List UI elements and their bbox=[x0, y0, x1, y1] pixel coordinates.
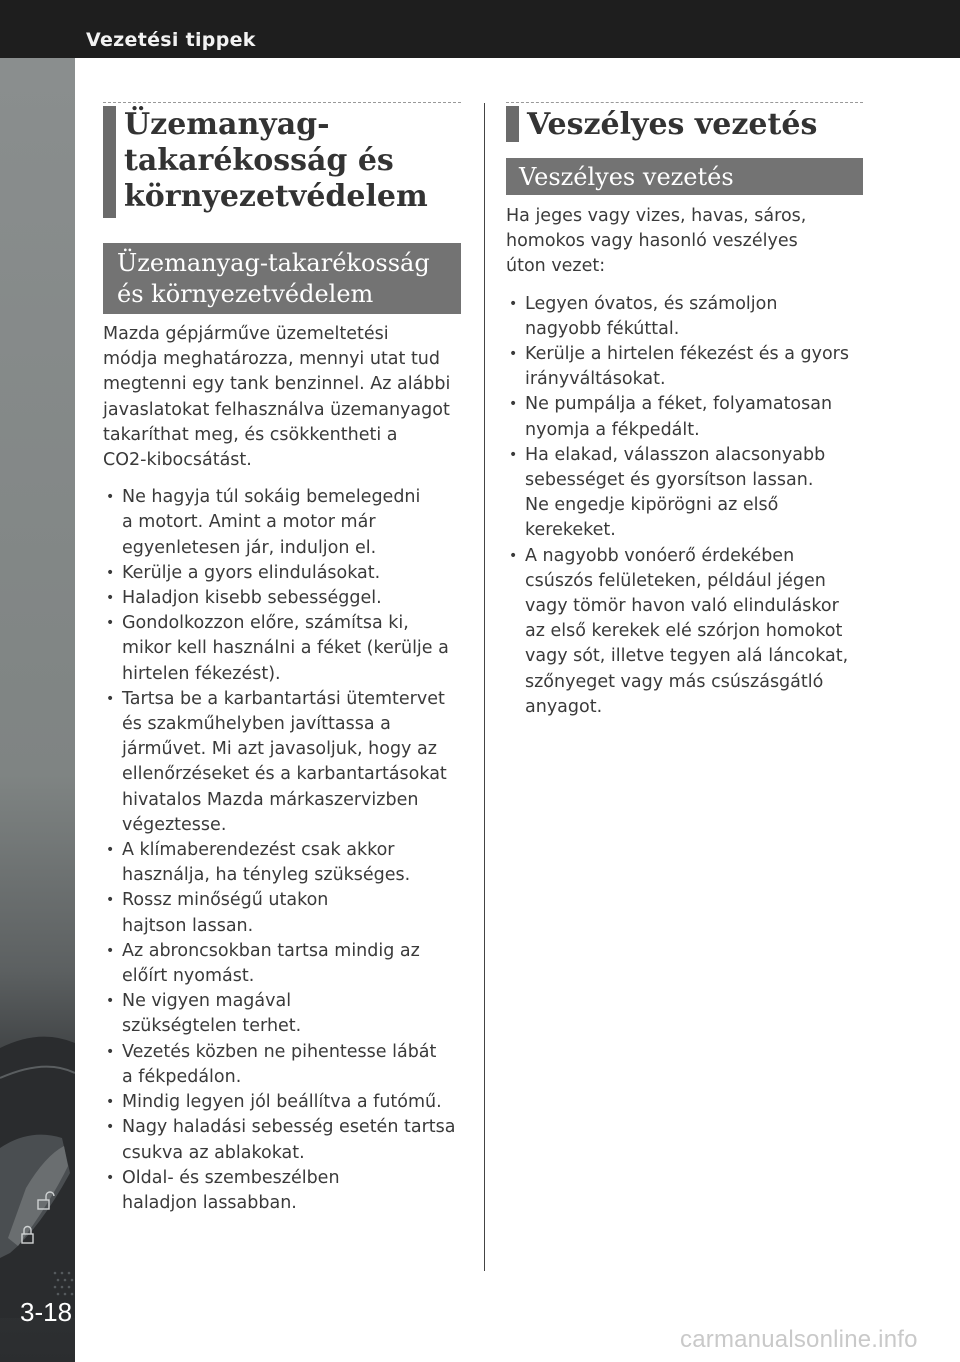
text-line: anyagot. bbox=[525, 696, 603, 717]
list-item bbox=[506, 392, 863, 442]
list-item bbox=[103, 1090, 461, 1115]
text-line: és szakműhelyben javíttassa a bbox=[122, 714, 391, 735]
section-title-line: Üzemanyag- bbox=[124, 107, 330, 142]
text-line: irányváltásokat. bbox=[525, 369, 666, 390]
intro-paragraph bbox=[506, 204, 863, 280]
text-line: homokos vagy hasonló veszélyes bbox=[506, 231, 798, 252]
text-line: Mazda gépjárműve üzemeltetési bbox=[103, 324, 389, 344]
right-column bbox=[506, 102, 863, 720]
text-line: • Vezetés közben ne pihentesse lábát bbox=[122, 1041, 437, 1062]
text-line: javaslatokat felhasználva üzemanyagot bbox=[103, 399, 450, 420]
list-item bbox=[506, 443, 863, 544]
text-line: a fékpedálon. bbox=[122, 1066, 242, 1087]
text-line: szükségtelen terhet. bbox=[122, 1016, 302, 1037]
list-item bbox=[103, 586, 461, 611]
text-line: hirtelen fékezést). bbox=[122, 663, 281, 684]
section-title-line: környezetvédelem bbox=[124, 179, 428, 214]
text-line: egyenletesen jár, induljon el. bbox=[122, 537, 377, 558]
text-line: • Ne pumpálja a féket, folyamatosan bbox=[525, 394, 833, 415]
header-bar bbox=[0, 0, 960, 58]
text-line: nagyobb fékúttal. bbox=[525, 318, 680, 339]
tips-list bbox=[103, 485, 461, 1216]
text-line: Ne engedje kipörögni az első bbox=[525, 495, 779, 516]
chapter-title: Vezetési tippek bbox=[86, 29, 256, 51]
sidebar-strip bbox=[0, 58, 75, 1362]
text-line: mikor kell használni a féket (kerülje a bbox=[122, 638, 449, 659]
list-item bbox=[103, 1040, 461, 1090]
text-line: járművet. Mi azt javasoljuk, hogy az bbox=[122, 739, 437, 760]
subsection-title-line: Veszélyes vezetés bbox=[519, 163, 734, 191]
text-line: • Rossz minőségű utakon bbox=[122, 890, 329, 911]
text-line: • Ne hagyja túl sokáig bemelegedni bbox=[122, 487, 421, 508]
section-title-dangerous-driving bbox=[506, 102, 863, 142]
list-item bbox=[103, 687, 461, 838]
text-line: megtenni egy tank benzinnel. Az alábbi bbox=[103, 374, 451, 395]
subsection-title-fuel bbox=[103, 243, 461, 314]
subsection-title-line: Üzemanyag-takarékosság bbox=[117, 249, 430, 277]
section-title-fuel bbox=[103, 102, 461, 218]
text-line: nyomja a fékpedált. bbox=[525, 419, 700, 440]
list-item bbox=[506, 342, 863, 392]
text-line: a motort. Amint a motor már bbox=[122, 512, 376, 533]
text-line: • A klímaberendezést csak akkor bbox=[122, 840, 395, 861]
text-line: használja, ha tényleg szükséges. bbox=[122, 865, 411, 886]
left-column bbox=[103, 102, 461, 1216]
text-line: • Tartsa be a karbantartási ütemtervet bbox=[122, 688, 445, 709]
text-line: kerekeket. bbox=[525, 520, 616, 541]
text-line: • Mindig legyen jól beállítva a futómű. bbox=[122, 1092, 442, 1113]
text-line: ellenőrzéseket és a karbantartásokat bbox=[122, 764, 447, 785]
list-item bbox=[103, 561, 461, 586]
text-line: vagy tömör havon való elinduláskor bbox=[525, 596, 839, 617]
text-line: • Nagy haladási sebesség esetén tartsa bbox=[122, 1117, 456, 1138]
text-line: módja meghatározza, mennyi utat tud bbox=[103, 349, 441, 370]
list-item bbox=[103, 888, 461, 938]
text-line: előírt nyomást. bbox=[122, 966, 255, 987]
section-title-line: Veszélyes vezetés bbox=[527, 107, 818, 142]
list-item bbox=[103, 1166, 461, 1216]
watermark: carmanualsonline.info bbox=[680, 1326, 918, 1353]
text-line: • Kerülje a gyors elindulásokat. bbox=[122, 562, 381, 583]
text-line: • Az abroncsokban tartsa mindig az bbox=[122, 940, 420, 961]
text-line: CO2-kibocsátást. bbox=[103, 450, 252, 471]
page-number: 3-18 bbox=[20, 1297, 73, 1327]
text-line: hajtson lassan. bbox=[122, 915, 254, 936]
text-line: haladjon lassabban. bbox=[122, 1192, 297, 1213]
text-line: Ha jeges vagy vizes, havas, sáros, bbox=[506, 206, 807, 226]
list-item bbox=[103, 1115, 461, 1165]
list-item bbox=[103, 989, 461, 1039]
list-item bbox=[103, 838, 461, 888]
list-item bbox=[506, 292, 863, 342]
text-line: úton vezet: bbox=[506, 256, 606, 277]
text-line: • Kerülje a hirtelen fékezést és a gyors bbox=[525, 344, 849, 365]
text-line: szőnyeget vagy más csúszásgátló bbox=[525, 671, 824, 692]
text-line: • Oldal- és szembeszélben bbox=[122, 1167, 340, 1188]
text-line: csukva az ablakokat. bbox=[122, 1142, 305, 1163]
intro-paragraph bbox=[103, 322, 461, 473]
text-line: • Gondolkozzon előre, számítsa ki, bbox=[122, 613, 409, 634]
list-item bbox=[103, 939, 461, 989]
text-line: • Ha elakad, válasszon alacsonyabb bbox=[525, 444, 826, 465]
text-line: takaríthat meg, és csökkentheti a bbox=[103, 424, 398, 445]
text-line: végeztesse. bbox=[122, 814, 227, 835]
column-divider bbox=[484, 103, 485, 1271]
text-line: • A nagyobb vonóerő érdekében bbox=[525, 545, 795, 566]
section-title-line: takarékosság és bbox=[124, 143, 394, 178]
list-item bbox=[103, 485, 461, 561]
text-line: • Ne vigyen magával bbox=[122, 991, 292, 1012]
text-line: az első kerekek elé szórjon homokot bbox=[525, 621, 843, 642]
text-line: • Haladjon kisebb sebességgel. bbox=[122, 588, 382, 609]
text-line: • Legyen óvatos, és számoljon bbox=[525, 293, 778, 314]
text-line: sebességet és gyorsítson lassan. bbox=[525, 470, 814, 491]
list-item bbox=[103, 611, 461, 687]
subsection-title-line: és környezetvédelem bbox=[117, 280, 374, 308]
text-line: vagy sót, illetve tegyen alá láncokat, bbox=[525, 646, 849, 667]
text-line: csúszós felületeken, például jégen bbox=[525, 570, 826, 591]
list-item bbox=[506, 544, 863, 720]
subsection-title-dangerous-driving bbox=[506, 158, 863, 195]
tips-list bbox=[506, 292, 863, 720]
door-panel-image bbox=[0, 988, 75, 1318]
text-line: hivatalos Mazda márkaszervizben bbox=[122, 789, 419, 810]
